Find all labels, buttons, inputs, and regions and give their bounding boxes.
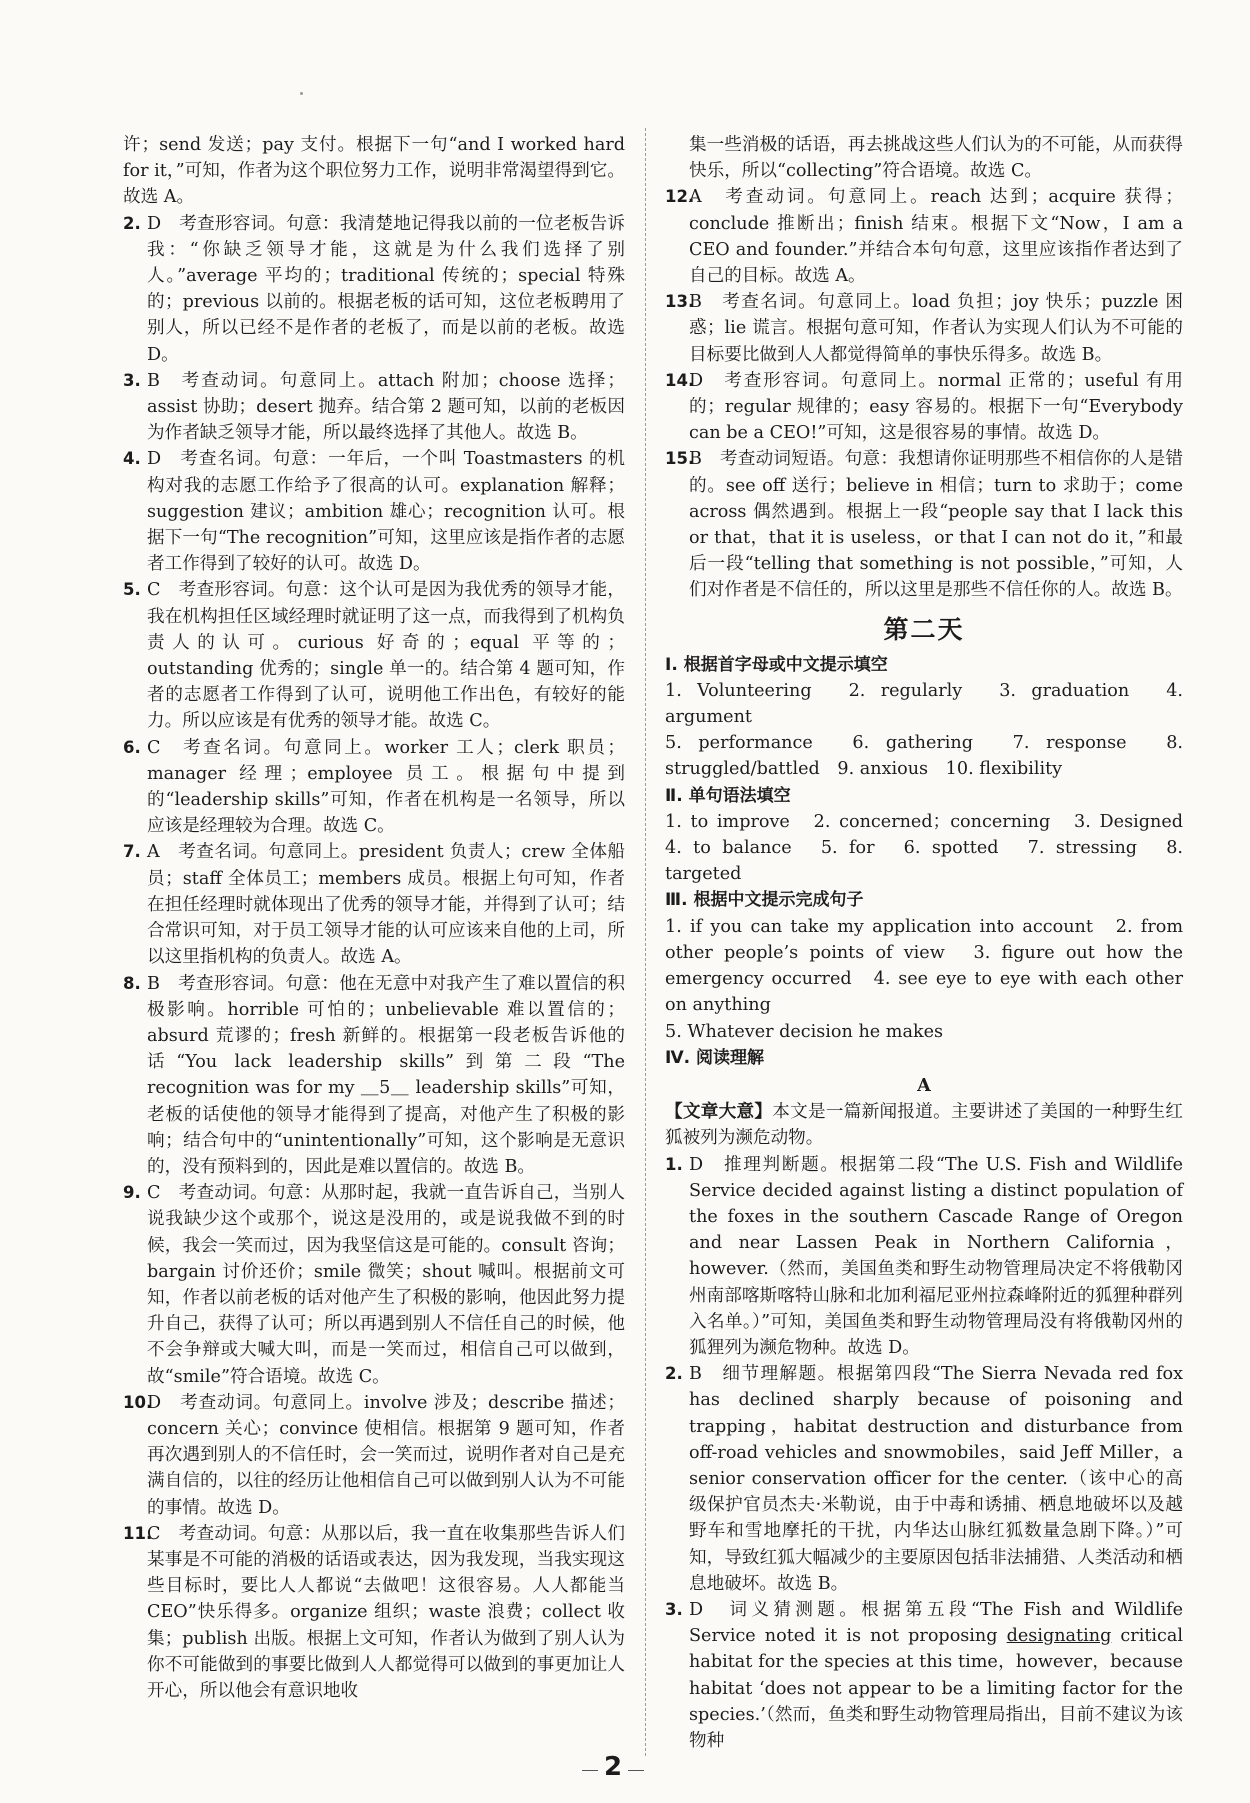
- reading-answer-list: [665, 1152, 1183, 1597]
- reading-answer-item: [665, 1597, 1183, 1754]
- right-continuation: 集一些消极的话语，再去挑战这些人们认为的不可能，从而获得快乐，所以“collecting”符合语境。故选 C。: [689, 135, 1183, 182]
- section-2-heading: Ⅱ. 单句语法填空: [665, 785, 791, 806]
- page-number: 2: [604, 1752, 623, 1782]
- item-number: 10.: [123, 1392, 153, 1412]
- answer-item: [665, 1361, 1183, 1597]
- section-3-heading: Ⅲ. 根据中文提示完成句子: [665, 890, 864, 911]
- item-text: C 考查动词。句意：从那以后，我一直在收集那些告诉人们某事是不可能的消极的话语或表达，因为我发现，当我实现这些目标时，要比人人都说“去做吧！这很容易。人人都能当 CEO”快乐得多。organize 组织；waste 浪费；collect 收集；publish 出版。根据上文可知，作者认为做到了别人认为你不可能做到的事要比做到人人都觉得可以做到的事更加让人开心，所以他会有意识地收: [147, 1523, 625, 1701]
- answer-item: [123, 971, 625, 1181]
- right-answer-list: [665, 184, 1183, 603]
- item-text: A 考查名词。句意同上。president 负责人；crew 全体船员；staff 全体员工；members 成员。根据上句可知，作者在担任经理时就体现出了优秀的领导才能，并得到了认可；结合常识可知，对于员工领导才能的认可应该来自他的上司，所以这里指机构的负责人。故选 A。: [147, 842, 625, 968]
- answer-item: [123, 211, 625, 368]
- answer-item: [123, 839, 625, 970]
- column-divider: [645, 128, 647, 1756]
- item-text: D 词义猜测题。根据第五段“The Fish and Wildlife Service noted it is not proposing: [689, 1599, 1183, 1647]
- item-text: D 考查形容词。句意：我清楚地记得我以前的一位老板告诉我：“你缺乏领导才能，这就是为什么我们选择了别人。”average 平均的；traditional 传统的；special 特殊的；previous 以前的。根据老板的话可知，这位老板聘用了别人，所以已经不是作者的老板了，而是以前的老板。故选 D。: [147, 213, 625, 365]
- section-3-line: 5. Whatever decision he makes: [665, 1021, 944, 1042]
- section-3-line: 1. if you can take my application into account 2. from other people’s points of view 3. figure out how the emergency occurred 4. see eye to eye with each other on anything: [665, 916, 1183, 1016]
- item-number: 14.: [665, 370, 695, 390]
- item-text: D 考查动词。句意同上。involve 涉及；describe 描述；concern 关心；convince 使相信。根据第 9 题可知，作者再次遇到别人的不信任时，会一笑而过，说明作者对自己是充满自信的，以往的经历让他相信自己可以做到别人认为不可能的事情。故选 D。: [147, 1392, 625, 1518]
- passage-label: A: [917, 1074, 931, 1096]
- item-number: 11.: [123, 1523, 153, 1543]
- answer-item: [665, 184, 1183, 289]
- item-number: 12.: [665, 187, 695, 207]
- answer-item: [123, 1390, 625, 1521]
- print-speck: [300, 92, 303, 95]
- item-text: B 细节理解题。根据第四段“The Sierra Nevada red fox has declined sharply because of poisoning and trapping，habitat destruction and disturbance from off-road vehicles and snowmobiles，said Jeff Miller，a senior conservation officer for the center.（该中心的高级保护官员杰夫·米勒说，由于中毒和诱捕、栖息地破坏以及越野车和雪地摩托的干扰，内华达山脉红狐数量急剧下降。）”可知，导致红狐大幅减少的主要原因包括非法捕猎、人类活动和栖息地破坏。故选 B。: [689, 1364, 1183, 1594]
- section-4-heading: Ⅳ. 阅读理解: [665, 1047, 765, 1068]
- left-answer-list: [123, 211, 625, 1705]
- item-text: C 考查动词。句意：从那时起，我就一直告诉自己，当别人说我缺少这个或那个，说这是没用的，或是说我做不到的时候，我会一笑而过，因为我坚信这是可能的。consult 咨询；bargain 讨价还价；smile 微笑；shout 喊叫。根据前文可知，作者以前老板的话对他产生了积极的影响，他因此努力提升自己，获得了认可；所以再遇到别人不信任自己的时候，他不会争辩或大喊大叫，而是一笑而过，相信自己可以做到，故“smile”符合语境。故选 C。: [147, 1183, 625, 1387]
- answer-item: [123, 1180, 625, 1390]
- item-text: B 考查动词。句意同上。attach 附加；choose 选择；assist 协助；desert 抛弃。结合第 2 题可知，以前的老板因为作者缺乏领导才能，所以最终选择了其他人。故选 B。: [147, 370, 625, 444]
- answer-item: [665, 289, 1183, 368]
- item-number: 2.: [665, 1364, 683, 1384]
- left-column: [123, 132, 625, 1704]
- day-title: 第二天: [883, 614, 965, 644]
- answer-item: [123, 368, 625, 447]
- answer-item: [123, 735, 625, 840]
- section-1-heading: Ⅰ. 根据首字母或中文提示填空: [665, 654, 888, 675]
- answer-item: [123, 1521, 625, 1704]
- item-number: 4.: [123, 449, 141, 469]
- item-number: 13.: [665, 292, 695, 312]
- item-text: C 考查形容词。句意：这个认可是因为我优秀的领导才能，我在机构担任区域经理时就证明了这一点，而我得到了机构负责人的认可。curious 好奇的；equal 平等的；outstanding 优秀的；single 单一的。结合第 4 题可知，作者的志愿者工作得到了认可，说明他工作出色，有较好的能力。所以应该是有优秀的领导才能。故选 C。: [147, 580, 625, 732]
- answer-item: [123, 577, 625, 734]
- answer-item: [665, 446, 1183, 603]
- item-number: 5.: [123, 580, 141, 600]
- right-column: [665, 132, 1201, 1754]
- item-number: 7.: [123, 842, 141, 862]
- answer-item: [123, 446, 625, 577]
- answer-item: [665, 1152, 1183, 1362]
- underlined-word: designating: [1006, 1626, 1112, 1647]
- item-number: 15.: [665, 449, 695, 469]
- item-text: D 考查名词。句意：一年后，一个叫 Toastmasters 的机构对我的志愿工作给予了很高的认可。explanation 解释；suggestion 建议；ambition 雄心；recognition 认可。根据下一句“The recognition”可知，这里应该是指作者的志愿者工作得到了较好的认可。故选 D。: [147, 449, 625, 575]
- item-text: A 考查动词。句意同上。reach 达到；acquire 获得；conclude 推断出；finish 结束。根据下文“Now，I am a CEO and founder.”并结合本句句意，这里应该指作者达到了自己的目标。故选 A。: [689, 187, 1183, 287]
- item-text: D 考查形容词。句意同上。normal 正常的；useful 有用的；regular 规律的；easy 容易的。根据下一句“Everybody can be a CEO!”可知，这是很容易的事情。故选 D。: [689, 370, 1183, 444]
- item-text: B 考查动词短语。句意：我想请你证明那些不相信你的人是错的。see off 送行；believe in 相信；turn to 求助于；come across 偶然遇到。根据上一段“people say that I lack this or that，that it is useless，or that I can not do it，”和最后一段“telling that something is not possible，”可知，人们对作者是不信任的，所以这里是那些不信任你的人。故选 B。: [689, 449, 1183, 601]
- item-number: 3.: [123, 370, 141, 390]
- left-continuation: 许；send 发送；pay 支付。根据下一句“and I worked hard for it，”可知，作者为这个职位努力工作，说明非常渴望得到它。故选 A。: [123, 135, 625, 208]
- summary-text: 本文是一篇新闻报道。主要讲述了美国的一种野生红狐被列为濒危动物。: [665, 1102, 1183, 1149]
- item-number: 1.: [665, 1154, 683, 1174]
- item-number: 2.: [123, 213, 141, 233]
- article-summary: [665, 1099, 1183, 1151]
- item-text: D 推理判断题。根据第二段“The U.S. Fish and Wildlife Service decided against listing a distinct population of the foxes in the southern Cascade Range of Oregon and near Lassen Peak in Northern California，however.（然而，美国鱼类和野生动物管理局决定不将俄勒冈州南部喀斯喀特山脉和北加利福尼亚州拉森峰附近的狐狸种群列入名单。）”可知，美国鱼类和野生动物管理局没有将俄勒冈州的狐狸列为濒危物种。故选 D。: [689, 1154, 1183, 1358]
- section-2-line: 1. to improve 2. concerned；concerning 3. Designed 4. to balance 5. for 6. spotted 7. stressing 8. targeted: [665, 811, 1201, 885]
- item-text: C 考查名词。句意同上。worker 工人；clerk 职员；manager 经理；employee 员工。根据句中提到的“leadership skills”可知，作者在机构是一名领导，所以应该是经理较为合理。故选 C。: [147, 737, 625, 837]
- summary-label: 【文章大意】: [665, 1101, 773, 1123]
- section-1-line: 1. Volunteering 2. regularly 3. graduation 4. argument: [665, 680, 1183, 728]
- item-text: B 考查名词。句意同上。load 负担；joy 快乐；puzzle 困惑；lie 谎言。根据句意可知，作者认为实现人们认为不可能的目标要比做到人人都觉得简单的事快乐得多。故选 B。: [689, 292, 1183, 365]
- item-text: B 考查形容词。句意：他在无意中对我产生了难以置信的积极影响。horrible 可怕的；unbelievable 难以置信的；absurd 荒谬的；fresh 新鲜的。根据第一段老板告诉他的话“You lack leadership skills”到第二段“The recognition was for my ＿5＿ leadership skills”可知，老板的话使他的领导才能得到了提高，对他产生了积极的影响；结合句中的“unintentionally”可知，这个影响是无意识的，没有预料到的，因此是难以置信的。故选 B。: [147, 973, 625, 1177]
- section-1-line: 5. performance 6. gathering 7. response 8. struggled/battled 9. anxious 10. flexibility: [665, 733, 1183, 780]
- item-number: 8.: [123, 973, 141, 993]
- item-number: 6.: [123, 737, 141, 757]
- item-number: 3.: [665, 1599, 683, 1619]
- answer-item: [665, 368, 1183, 447]
- item-number: 9.: [123, 1183, 141, 1203]
- item-text: critical habitat for the species at this time，however，because habitat ‘does not appear to be a limiting factor for the species.’（然而，鱼类和野生动物管理局指出，目前不建议为该物种: [689, 1626, 1183, 1751]
